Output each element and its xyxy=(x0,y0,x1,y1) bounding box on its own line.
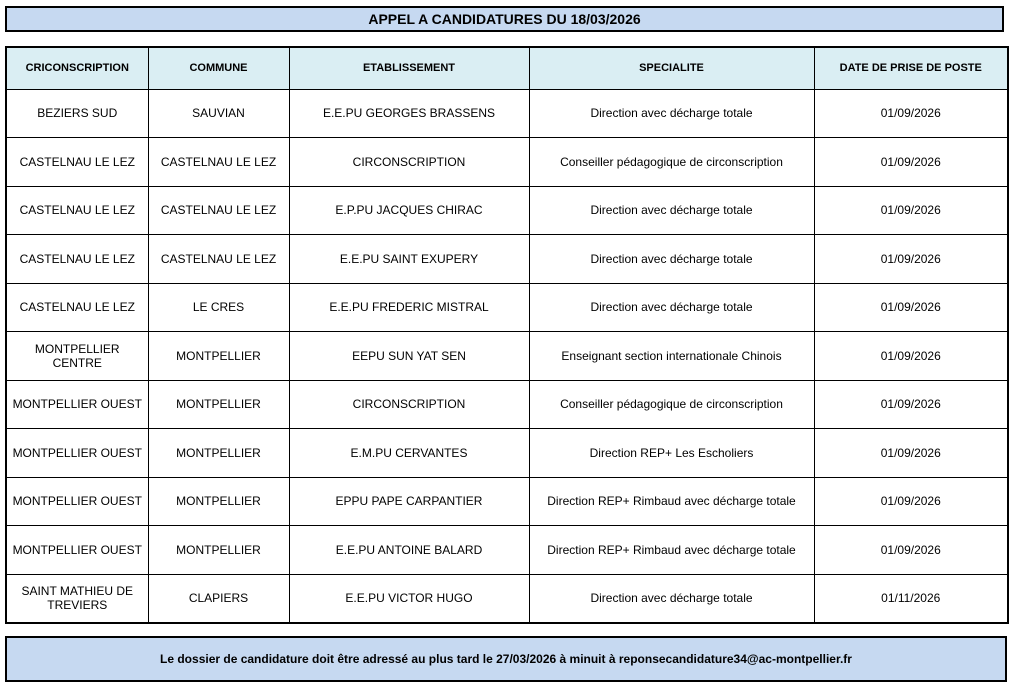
circonscription-cell: MONTPELLIER OUEST xyxy=(6,477,148,526)
etablissement-cell: CIRCONSCRIPTION xyxy=(289,138,529,187)
column-header: DATE DE PRISE DE POSTE xyxy=(814,47,1008,89)
etablissement-cell: EPPU PAPE CARPANTIER xyxy=(289,477,529,526)
commune-cell: CASTELNAU LE LEZ xyxy=(148,186,289,235)
table-row xyxy=(6,526,1008,575)
etablissement-cell: E.E.PU FREDERIC MISTRAL xyxy=(289,283,529,332)
commune-cell: MONTPELLIER xyxy=(148,332,289,381)
specialite-cell: Direction avec décharge totale xyxy=(529,235,814,284)
specialite-cell: Direction avec décharge totale xyxy=(529,89,814,138)
commune-cell: SAUVIAN xyxy=(148,89,289,138)
etablissement-cell: E.M.PU CERVANTES xyxy=(289,429,529,478)
circonscription-cell: CASTELNAU LE LEZ xyxy=(6,186,148,235)
specialite-cell: Direction REP+ Rimbaud avec décharge totale xyxy=(529,477,814,526)
date-cell: 01/09/2026 xyxy=(814,380,1008,429)
circonscription-cell: SAINT MATHIEU DE TREVIERS xyxy=(6,574,148,623)
commune-cell: MONTPELLIER xyxy=(148,477,289,526)
etablissement-cell: E.E.PU ANTOINE BALARD xyxy=(289,526,529,575)
table-row xyxy=(6,138,1008,187)
table-row xyxy=(6,380,1008,429)
table-row xyxy=(6,89,1008,138)
etablissement-cell: E.E.PU SAINT EXUPERY xyxy=(289,235,529,284)
circonscription-cell: CASTELNAU LE LEZ xyxy=(6,138,148,187)
column-header: CRICONSCRIPTION xyxy=(6,47,148,89)
circonscription-cell: BEZIERS SUD xyxy=(6,89,148,138)
circonscription-cell: MONTPELLIER OUEST xyxy=(6,526,148,575)
circonscription-cell: CASTELNAU LE LEZ xyxy=(6,235,148,284)
table-row xyxy=(6,574,1008,623)
date-cell: 01/09/2026 xyxy=(814,332,1008,381)
etablissement-cell: E.P.PU JACQUES CHIRAC xyxy=(289,186,529,235)
specialite-cell: Direction REP+ Rimbaud avec décharge totale xyxy=(529,526,814,575)
etablissement-cell: CIRCONSCRIPTION xyxy=(289,380,529,429)
date-cell: 01/09/2026 xyxy=(814,138,1008,187)
date-cell: 01/09/2026 xyxy=(814,186,1008,235)
column-header: ETABLISSEMENT xyxy=(289,47,529,89)
commune-cell: CLAPIERS xyxy=(148,574,289,623)
table-row xyxy=(6,477,1008,526)
specialite-cell: Enseignant section internationale Chinois xyxy=(529,332,814,381)
commune-cell: MONTPELLIER xyxy=(148,429,289,478)
table-row xyxy=(6,235,1008,284)
date-cell: 01/09/2026 xyxy=(814,283,1008,332)
commune-cell: CASTELNAU LE LEZ xyxy=(148,235,289,284)
specialite-cell: Conseiller pédagogique de circonscription xyxy=(529,138,814,187)
date-cell: 01/09/2026 xyxy=(814,235,1008,284)
specialite-cell: Direction REP+ Les Escholiers xyxy=(529,429,814,478)
header-row xyxy=(6,47,1008,89)
table-row xyxy=(6,429,1008,478)
specialite-cell: Direction avec décharge totale xyxy=(529,186,814,235)
page-title: APPEL A CANDIDATURES DU 18/03/2026 xyxy=(5,6,1004,32)
circonscription-cell: CASTELNAU LE LEZ xyxy=(6,283,148,332)
commune-cell: MONTPELLIER xyxy=(148,380,289,429)
date-cell: 01/09/2026 xyxy=(814,89,1008,138)
etablissement-cell: E.E.PU GEORGES BRASSENS xyxy=(289,89,529,138)
commune-cell: LE CRES xyxy=(148,283,289,332)
date-cell: 01/09/2026 xyxy=(814,477,1008,526)
table-row xyxy=(6,283,1008,332)
date-cell: 01/09/2026 xyxy=(814,429,1008,478)
circonscription-cell: MONTPELLIER CENTRE xyxy=(6,332,148,381)
specialite-cell: Direction avec décharge totale xyxy=(529,283,814,332)
table-row xyxy=(6,186,1008,235)
commune-cell: CASTELNAU LE LEZ xyxy=(148,138,289,187)
etablissement-cell: E.E.PU VICTOR HUGO xyxy=(289,574,529,623)
specialite-cell: Direction avec décharge totale xyxy=(529,574,814,623)
circonscription-cell: MONTPELLIER OUEST xyxy=(6,429,148,478)
table-row xyxy=(6,332,1008,381)
column-header: SPECIALITE xyxy=(529,47,814,89)
commune-cell: MONTPELLIER xyxy=(148,526,289,575)
specialite-cell: Conseiller pédagogique de circonscription xyxy=(529,380,814,429)
date-cell: 01/09/2026 xyxy=(814,526,1008,575)
etablissement-cell: EEPU SUN YAT SEN xyxy=(289,332,529,381)
footer-notice: Le dossier de candidature doit être adressé au plus tard le 27/03/2026 à minuit à reponsecandidature34@ac-montpellier.fr xyxy=(5,636,1007,682)
circonscription-cell: MONTPELLIER OUEST xyxy=(6,380,148,429)
column-header: COMMUNE xyxy=(148,47,289,89)
date-cell: 01/11/2026 xyxy=(814,574,1008,623)
candidatures-table xyxy=(5,46,1009,624)
